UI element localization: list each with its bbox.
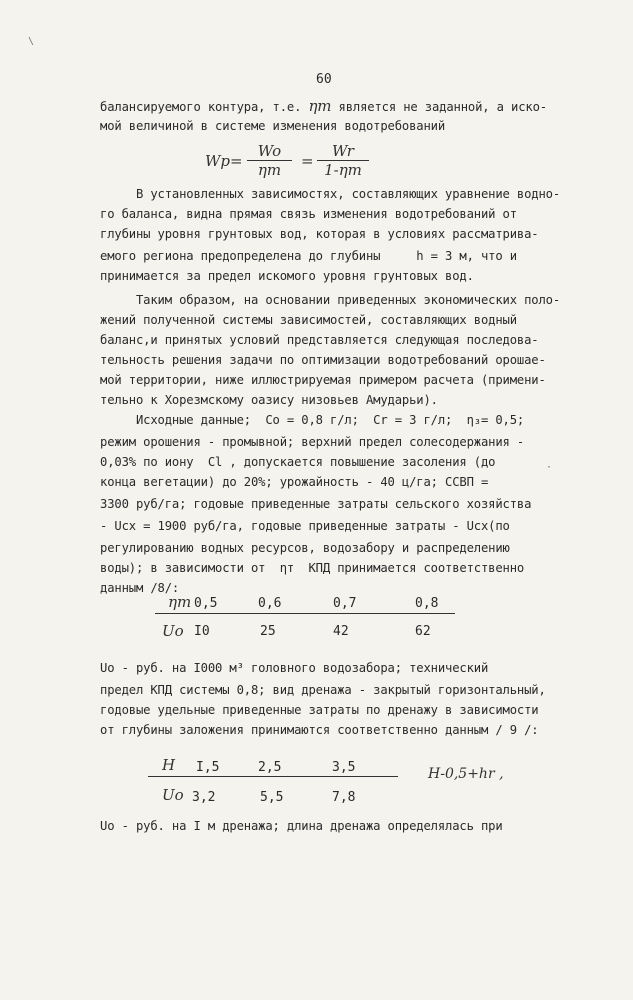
table-cell: 0,8 xyxy=(415,596,439,611)
page-number: 60 xyxy=(316,72,332,87)
table-note: H-0,5+hr , xyxy=(428,766,504,782)
table-cell: 42 xyxy=(333,624,349,639)
table-cell: 7,8 xyxy=(332,790,356,805)
text-line: балансируемого контура, т.е. ηт является не заданной, а иско- xyxy=(100,97,547,115)
text-line: от глубины заложения принимаются соответственно данным / 9 /: xyxy=(100,723,539,737)
text-line: тельно к Хорезмскому оазису низовьев Амударьи). xyxy=(100,393,438,407)
table-header-label: ηт xyxy=(168,593,192,611)
text-line: жений полученной системы зависимостей, составляющих водный xyxy=(100,313,517,327)
formula-lhs: Wр= xyxy=(205,152,243,170)
formula-denominator: ηт xyxy=(257,161,282,179)
text-line: мой территории, ниже иллюстрируемая примером расчета (примени- xyxy=(100,373,546,387)
text-line: принимается за предел искомого уровня грунтовых вод. xyxy=(100,269,474,283)
text-line: режим орошения - промывной; верхний предел солесодержания - xyxy=(100,435,525,449)
table-cell: I,5 xyxy=(196,760,220,775)
text-line: данным /8/: xyxy=(100,581,180,595)
table-cell: 3,5 xyxy=(332,760,356,775)
table-underline xyxy=(148,776,398,777)
formula-fraction-2 xyxy=(317,142,369,179)
water-demand-formula xyxy=(205,142,445,182)
table-cell: 62 xyxy=(415,624,431,639)
table-cell: 0,6 xyxy=(258,596,282,611)
scan-speck: · xyxy=(546,462,553,473)
scan-speck: \ xyxy=(28,36,35,47)
text-line: го баланса, видна прямая связь изменения водотребований от xyxy=(100,207,517,221)
text-line: Uo - руб. на I000 м³ головного водозабора; технический xyxy=(100,661,489,675)
text-line: годовые удельные приведенные затраты по дренажу в зависимости xyxy=(100,703,539,717)
formula-numerator: Wr xyxy=(317,142,369,161)
text-line: воды); в зависимости от ηт КПД принимается соответственно xyxy=(100,561,525,575)
table-cell: 2,5 xyxy=(258,760,282,775)
eta-symbol: ηт xyxy=(308,97,332,115)
table-cell: I0 xyxy=(194,624,210,639)
text-line: регулированию водных ресурсов, водозабору и распределению xyxy=(100,541,510,555)
text-line: мой величиной в системе изменения водотребований xyxy=(100,119,445,133)
text-line: Uo - руб. на I м дренажа; длина дренажа определялась при xyxy=(100,819,503,833)
text-line: баланс,и принятых условий представляется следующая последова- xyxy=(100,333,539,347)
table-row-label: Uo xyxy=(162,786,184,804)
text-line: предел КПД системы 0,8; вид дренажа - закрытый горизонтальный, xyxy=(100,683,546,697)
formula-equals: = xyxy=(301,152,314,170)
table-cell: 25 xyxy=(260,624,276,639)
formula-numerator: Wo xyxy=(247,142,292,161)
formula-denominator: 1-ηт xyxy=(324,161,362,179)
text-line: емого региона предопределена до глубины h = 3 м, что и xyxy=(100,249,517,263)
table-cell: 0,7 xyxy=(333,596,357,611)
table-cell: 3,2 xyxy=(192,790,216,805)
table-header-label: H xyxy=(162,756,176,774)
text-line: конца вегетации) до 20%; урожайность - 40 ц/га; ССВП = xyxy=(100,475,489,489)
text-line: 3300 руб/га; годовые приведенные затраты сельского хозяйства xyxy=(100,497,532,511)
text-line: глубины уровня грунтовых вод, которая в условиях рассматрива- xyxy=(100,227,539,241)
table-row-label: Uo xyxy=(162,622,184,640)
formula-fraction-1 xyxy=(247,142,292,179)
table-underline xyxy=(155,613,455,614)
table-cell: 0,5 xyxy=(194,596,218,611)
text-line: - Uсх = 1900 руб/га, годовые приведенные затраты - Uсх(по xyxy=(100,519,510,533)
text-line: Таким образом, на основании приведенных экономических поло- xyxy=(100,293,560,307)
text-line: В установленных зависимостях, составляющих уравнение водно- xyxy=(100,187,560,201)
text-line: Исходные данные; Co = 0,8 г/л; Cr = 3 г/л; η₃= 0,5; xyxy=(100,413,525,427)
text-line: тельность решения задачи по оптимизации водотребований орошае- xyxy=(100,353,546,367)
text-line: 0,03% по иону Cl , допускается повышение засоления (до xyxy=(100,455,496,469)
table-cell: 5,5 xyxy=(260,790,284,805)
